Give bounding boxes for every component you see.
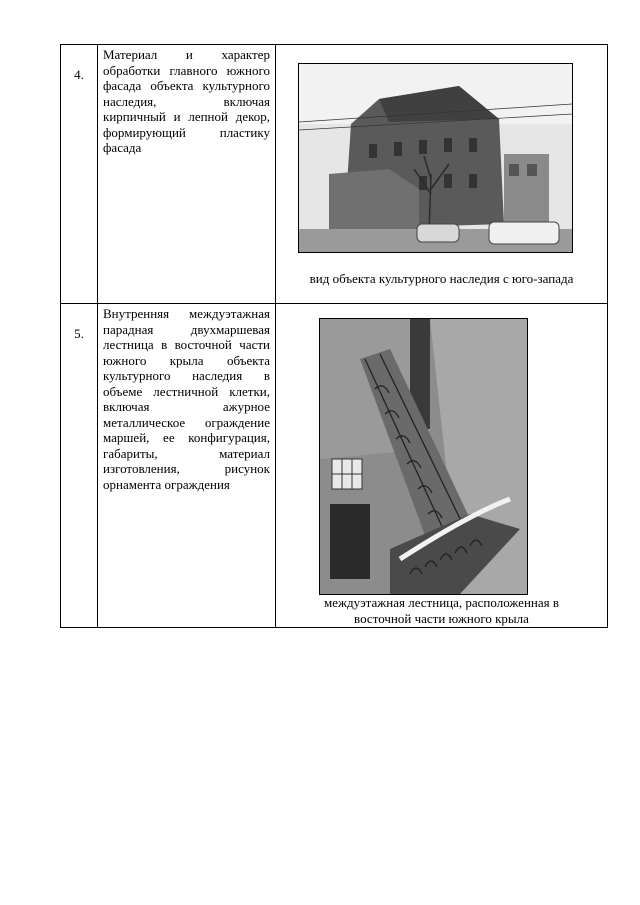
staircase-caption-line-2: восточной части южного крыла — [354, 611, 529, 626]
row-number-cell — [61, 304, 98, 628]
description-cell — [98, 304, 276, 628]
row-number: 4. — [74, 67, 84, 82]
staircase-caption-line-1: междуэтажная лестница, расположенная в — [323, 595, 559, 610]
row-description: Материал и характер обработки главного южного фасада объекта культурного наследия, включая кирпичный и лепной декор, формирующий пластику фасада — [103, 47, 270, 155]
facade-photo — [298, 63, 573, 253]
staircase-photo-image — [320, 319, 527, 594]
description-cell — [98, 45, 276, 304]
row-description: Внутренняя междуэтажная парадная двухмаршевая лестница в восточной части южного крыла объекта культурного наследия в объеме лестничной клетки, включая ажурное металлическое ограждение маршей, ее конфигурация, габариты, материал изготовления, рисунок орнамента ограждения — [103, 306, 270, 492]
facade-photo-image — [299, 64, 572, 252]
image-cell — [276, 304, 608, 628]
facade-photo-caption: вид объекта культурного наследия с юго-запада — [309, 271, 574, 286]
row-number: 5. — [74, 326, 84, 341]
row-number-cell — [61, 45, 98, 304]
heritage-table — [60, 44, 608, 628]
table-row — [61, 45, 608, 304]
image-cell — [276, 45, 608, 304]
table-row — [61, 304, 608, 628]
staircase-photo — [319, 318, 528, 595]
staircase-photo-caption — [276, 595, 607, 627]
